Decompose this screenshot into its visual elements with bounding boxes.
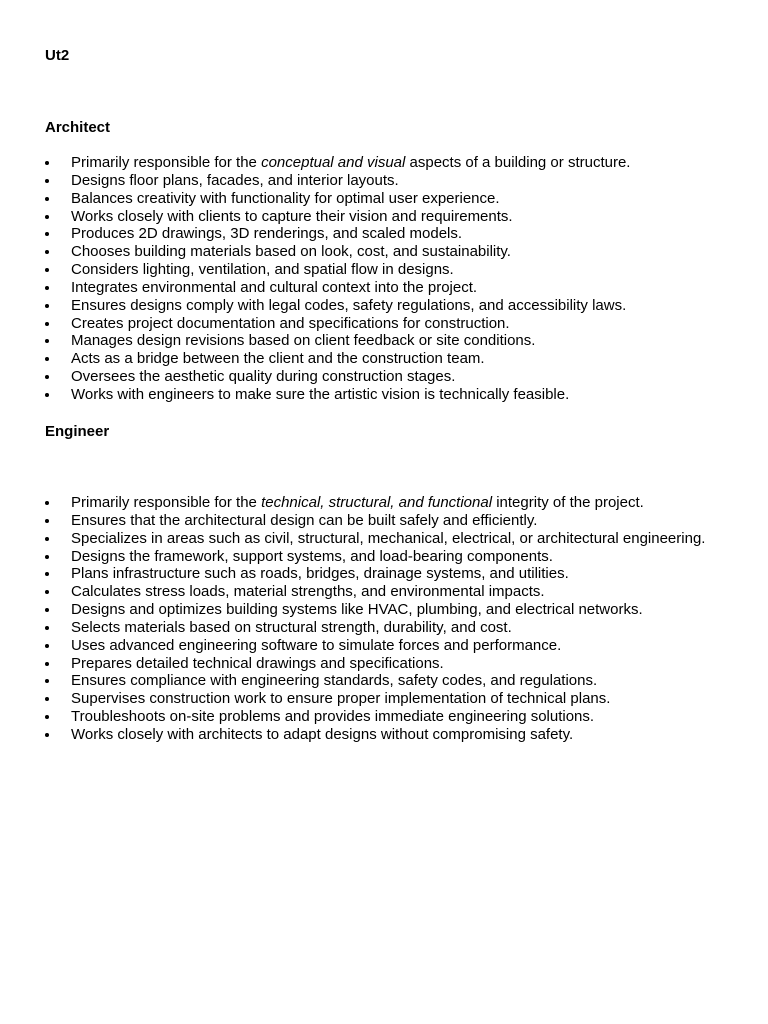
bullet-icon [45,644,49,648]
list-item [45,368,745,386]
list-item [45,565,745,583]
engineer-heading: Engineer [45,423,110,440]
document-title: Ut2 [45,47,70,64]
bullet-icon [45,375,49,379]
bullet-icon [45,555,49,559]
list-item [45,261,745,279]
list-item [45,297,745,315]
list-item [45,350,745,368]
list-item-text: Plans infrastructure such as roads, bridges, drainage systems, and utilities. [71,565,569,583]
engineer-bullet-list [45,494,745,744]
list-item-text: Ensures designs comply with legal codes, safety regulations, and accessibility laws. [71,296,627,314]
bullet-icon [45,590,49,594]
list-item-text: Manages design revisions based on client feedback or site conditions. [71,332,536,350]
bullet-icon [45,322,49,326]
list-item-text: Supervises construction work to ensure proper implementation of technical plans. [71,690,611,708]
list-item-text: Primarily responsible for the [71,494,262,511]
bullet-icon [45,215,49,219]
list-item-text: Selects materials based on structural strength, durability, and cost. [71,618,512,636]
list-item-text: Prepares detailed technical drawings and specifications. [71,654,444,672]
list-item-text: Considers lighting, ventilation, and spatial flow in designs. [71,261,454,279]
list-item-text: Acts as a bridge between the client and the construction team. [71,350,485,368]
list-item [45,637,745,655]
bullet-icon [45,572,49,576]
list-item [45,708,745,726]
bullet-icon [45,626,49,630]
list-item-text: Ensures compliance with engineering standards, safety codes, and regulations. [71,672,598,690]
bullet-icon [45,679,49,683]
list-item [45,243,745,261]
bullet-icon [45,232,49,236]
list-item-emphasis: technical, structural, and functional [261,494,493,511]
list-item [45,726,745,744]
list-item-text: Calculates stress loads, material strengths, and environmental impacts. [71,583,545,601]
list-item [45,172,745,190]
bullet-icon [45,286,49,290]
list-item-text: Ensures that the architectural design can be built safely and efficiently. [71,511,538,529]
list-item [45,690,745,708]
list-item [45,655,745,673]
bullet-icon [45,608,49,612]
list-item [45,583,745,601]
bullet-icon [45,733,49,737]
list-item [45,619,745,637]
list-item-text: Uses advanced engineering software to simulate forces and performance. [71,636,562,654]
bullet-icon [45,393,49,397]
bullet-icon [45,501,49,505]
bullet-icon [45,537,49,541]
list-item [45,386,745,404]
list-item-text: Troubleshoots on-site problems and provides immediate engineering solutions. [71,708,595,726]
bullet-icon [45,179,49,183]
list-item-text: Chooses building materials based on look, cost, and sustainability. [71,243,511,261]
list-item [45,315,745,333]
list-item-text: Balances creativity with functionality for optimal user experience. [71,189,500,207]
list-item [45,672,745,690]
bullet-icon [45,715,49,719]
list-item-text: Creates project documentation and specifications for construction. [71,314,510,332]
list-item [45,154,745,172]
list-item-text: Oversees the aesthetic quality during construction stages. [71,368,456,386]
list-item [45,494,745,512]
bullet-icon [45,197,49,201]
bullet-icon [45,161,49,165]
list-item [45,332,745,350]
bullet-icon [45,697,49,701]
list-item-text: Works closely with architects to adapt designs without compromising safety. [71,725,574,743]
list-item-emphasis: conceptual and visual [261,154,406,171]
bullet-icon [45,250,49,254]
list-item [45,601,745,619]
list-item-text: Designs floor plans, facades, and interior layouts. [71,171,399,189]
list-item-text: Specializes in areas such as civil, structural, mechanical, electrical, or architectural engineering. [71,529,706,547]
list-item [45,208,745,226]
bullet-icon [45,304,49,308]
list-item-text: Works closely with clients to capture their vision and requirements. [71,207,513,225]
list-item-text: Produces 2D drawings, 3D renderings, and scaled models. [71,225,463,243]
list-item-text: Integrates environmental and cultural context into the project. [71,278,478,296]
list-item-text-after: aspects of a building or structure. [405,154,631,171]
bullet-icon [45,662,49,666]
bullet-icon [45,339,49,343]
bullet-icon [45,268,49,272]
list-item [45,512,745,530]
bullet-icon [45,357,49,361]
list-item-text: Works with engineers to make sure the artistic vision is technically feasible. [71,385,570,403]
list-item [45,279,745,297]
list-item [45,190,745,208]
list-item [45,530,745,548]
list-item-text: Designs and optimizes building systems like HVAC, plumbing, and electrical networks. [71,601,643,619]
list-item-text-after: integrity of the project. [492,494,644,511]
architect-heading: Architect [45,119,111,136]
bullet-icon [45,519,49,523]
list-item [45,225,745,243]
list-item [45,548,745,566]
architect-bullet-list [45,154,745,404]
list-item-text: Designs the framework, support systems, and load-bearing components. [71,547,553,565]
list-item-text: Primarily responsible for the [71,154,262,171]
